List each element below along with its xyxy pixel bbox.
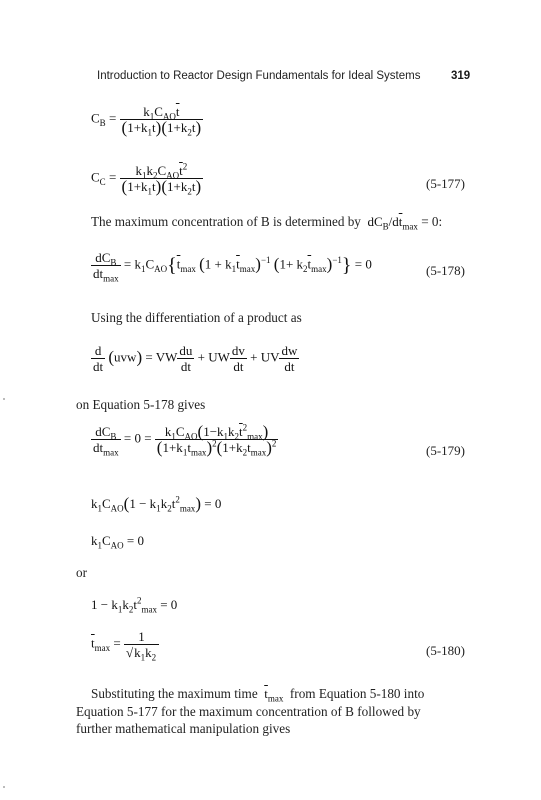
equation-5-180: $\overline{t}_{max}$ = $\frac{1}{√k_1k_2}$	[91, 629, 159, 660]
paragraph-substituting-line-3: further mathematical manipulation gives	[76, 721, 291, 736]
page-number: 319	[451, 70, 471, 82]
equation-cb: $C_B$ = $\frac{k_1C_{AO}\overline{t}}{(1+k_1\overline{t})(1+k_2\overline{t})}$	[91, 104, 202, 138]
substituting-text-b: from Equation 5-180 into	[289, 686, 425, 701]
equation-number-5-180: (5-180)	[426, 643, 465, 658]
equation-5-179: $\frac{dC_B}{d\overline{t}_{max}}$ = 0 = $\frac{k_1C_{AO}(1-k_1k_2\overline{t}^2_{max})}{(1+k_1\overline{t}_{max})^2(1+k_2\overline{t}_{max})^2}$	[93, 422, 277, 458]
equation-number-5-179: (5-179)	[426, 443, 465, 458]
paragraph-substituting-line-2: Equation 5-177 for the maximum concentration of B followed by	[76, 704, 421, 719]
inline-tmax: $\overline{t}_{max}$	[264, 686, 284, 704]
max-conc-intro: The maximum concentration of B is determined by	[91, 214, 361, 229]
equation-one-minus: $1 - k_1k_2t^2_{max} = 0$	[91, 595, 178, 615]
word-or: or	[76, 565, 87, 580]
equation-cc: $C_C$ = $\frac{k_1k_2C_{AO}\overline{t}^2}{(1+k_1\overline{t})(1+k_2\overline{t})}$	[91, 161, 202, 197]
equation-dcb-dt: $\frac{dC_B}{d\overline{t}_{max}}$ = $k_1C_{AO}\{\overline{t}_{max}$ $(1 + k_1\overline{t}_{max})^{-1}$ $(1+ k_2\overline{t}_{max})^{-1}\} = 0$	[93, 250, 372, 284]
paragraph-differentiation: Using the differentiation of a product as	[91, 310, 302, 325]
scan-mark	[3, 786, 5, 788]
scan-mark	[3, 398, 5, 400]
paragraph-substituting-line-1	[91, 686, 424, 702]
paragraph-max-concentration	[91, 214, 442, 230]
max-conc-tail: = 0:	[421, 214, 443, 229]
equation-k1cao-zero: $k_1C_{AO} = 0$	[91, 533, 145, 551]
equation-number-5-178: (5-178)	[426, 263, 465, 278]
equation-product-rule: $\frac{d}{dt}$ (uvw) = VW $\frac{du}{dt}$ + UW $\frac{dv}{dt}$ + UV $\frac{dw}{dt}$	[93, 343, 298, 374]
paragraph-on-equation: on Equation 5-178 gives	[76, 397, 206, 412]
equation-factor-product: $k_1C_{AO}(1 - k_1k_2t^2_{max}) = 0$	[91, 494, 222, 514]
inline-derivative: $dC_B/d\overline{t}_{max}$	[364, 214, 418, 232]
running-header-title: Introduction to Reactor Design Fundamentals for Ideal Systems	[97, 70, 421, 82]
equation-number-5-177: (5-177)	[426, 176, 465, 191]
substituting-text-a: Substituting the maximum time	[91, 686, 258, 701]
